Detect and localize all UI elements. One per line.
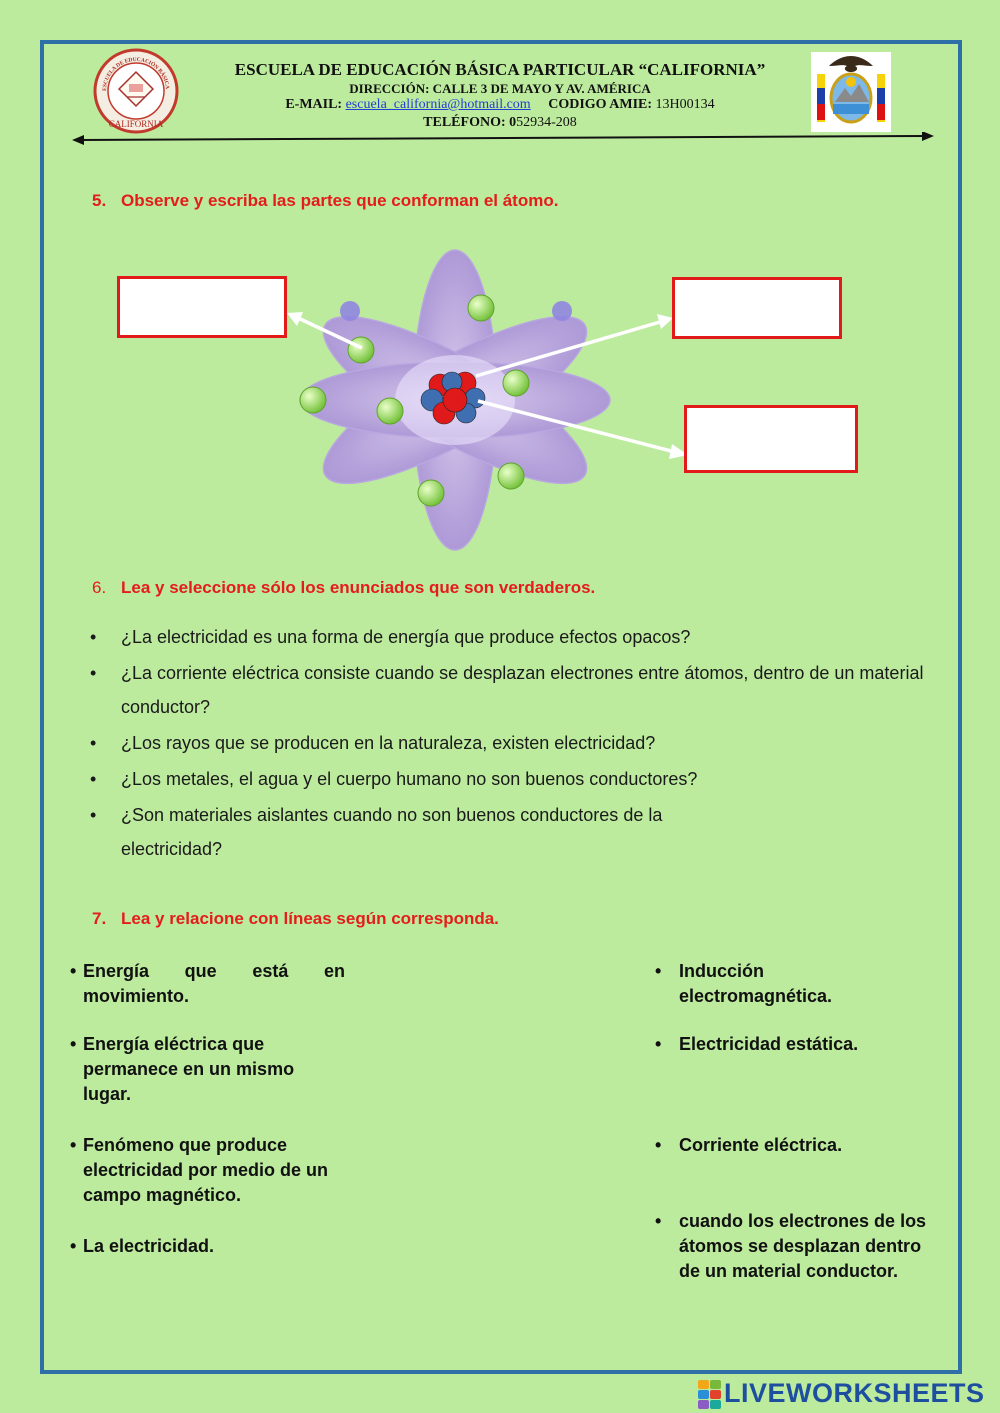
- electron: [300, 387, 326, 413]
- electron: [498, 463, 524, 489]
- match-left-item-4[interactable]: • La electricidad.: [70, 1236, 215, 1256]
- logo-arc-text: ESCUELA DE EDUCACIÓN BÁSICA: [101, 56, 170, 92]
- match-left-item-2[interactable]: • Energía eléctrica que permanece en un mismo lugar.: [70, 1034, 295, 1104]
- electron: [468, 295, 494, 321]
- match-left-item-1[interactable]: • Energía que está en movimiento.: [70, 961, 345, 1006]
- atom-answer-box-1[interactable]: [117, 276, 287, 338]
- atom-answer-box-3[interactable]: [684, 405, 858, 473]
- email-label: E-MAIL:: [285, 97, 343, 112]
- match-right-item-3[interactable]: • Corriente eléctrica.: [655, 1135, 843, 1155]
- email-line: [0, 97, 1000, 113]
- email-link[interactable]: escuela_california@hotmail.com: [345, 97, 531, 112]
- electron: [418, 480, 444, 506]
- question-5: [92, 191, 558, 211]
- brand-text: LIVEWORKSHEETS: [724, 1378, 985, 1408]
- statement-item[interactable]: • ¿Son materiales aislantes cuando no son buenos conductores de la electricidad?: [90, 798, 741, 866]
- question-5-text: Observe y escriba las partes que conforman el átomo.: [121, 191, 559, 210]
- match-left-item-3[interactable]: • Fenómeno que produce electricidad por medio de un campo magnético.: [70, 1135, 329, 1205]
- logo-text: CALIFORNIA: [108, 119, 164, 129]
- school-address: DIRECCIÓN: CALLE 3 DE MAYO Y AV. AMÉRICA: [349, 81, 651, 96]
- question-6-number: 6.: [92, 578, 107, 597]
- phone-number: 52934-208: [516, 115, 577, 130]
- amie-code: 13H00134: [655, 97, 715, 112]
- amie-label: CODIGO AMIE:: [548, 97, 653, 112]
- statement-item[interactable]: • ¿Los metales, el agua y el cuerpo humano no son buenos conductores?: [90, 762, 950, 796]
- liveworksheets-logo-icon: [698, 1380, 722, 1410]
- phone-line: [0, 115, 1000, 131]
- statement-item[interactable]: • ¿La electricidad es una forma de energía que produce efectos opacos?: [90, 620, 950, 654]
- question-6-text: Lea y seleccione sólo los enunciados que son verdaderos.: [121, 578, 596, 597]
- phone-label: TELÉFONO: 0: [423, 115, 517, 130]
- question-7-text: Lea y relacione con líneas según corresponda.: [121, 909, 499, 928]
- question-5-number: 5.: [92, 191, 107, 210]
- question-6: [92, 578, 595, 598]
- electron: [348, 337, 374, 363]
- electron: [377, 398, 403, 424]
- statement-item[interactable]: • ¿La corriente eléctrica consiste cuando se desplazan electrones entre átomos, dentro de un material conductor?: [90, 656, 950, 724]
- question-7: [92, 909, 499, 929]
- true-false-list: [90, 620, 950, 868]
- match-right-item-4[interactable]: • cuando los electrones de los átomos se desplazan dentro de un material conductor.: [655, 1211, 927, 1281]
- question-7-number: 7.: [92, 909, 107, 928]
- match-right-item-1[interactable]: • Inducción electromagnética.: [655, 961, 833, 1006]
- school-name: ESCUELA DE EDUCACIÓN BÁSICA PARTICULAR “CALIFORNIA”: [234, 60, 766, 79]
- header-divider: [70, 132, 936, 148]
- atom-answer-box-2[interactable]: [672, 277, 842, 339]
- statement-item[interactable]: • ¿Los rayos que se producen en la naturaleza, existen electricidad?: [90, 726, 950, 760]
- match-right-item-2[interactable]: • Electricidad estática.: [655, 1034, 859, 1054]
- electron: [503, 370, 529, 396]
